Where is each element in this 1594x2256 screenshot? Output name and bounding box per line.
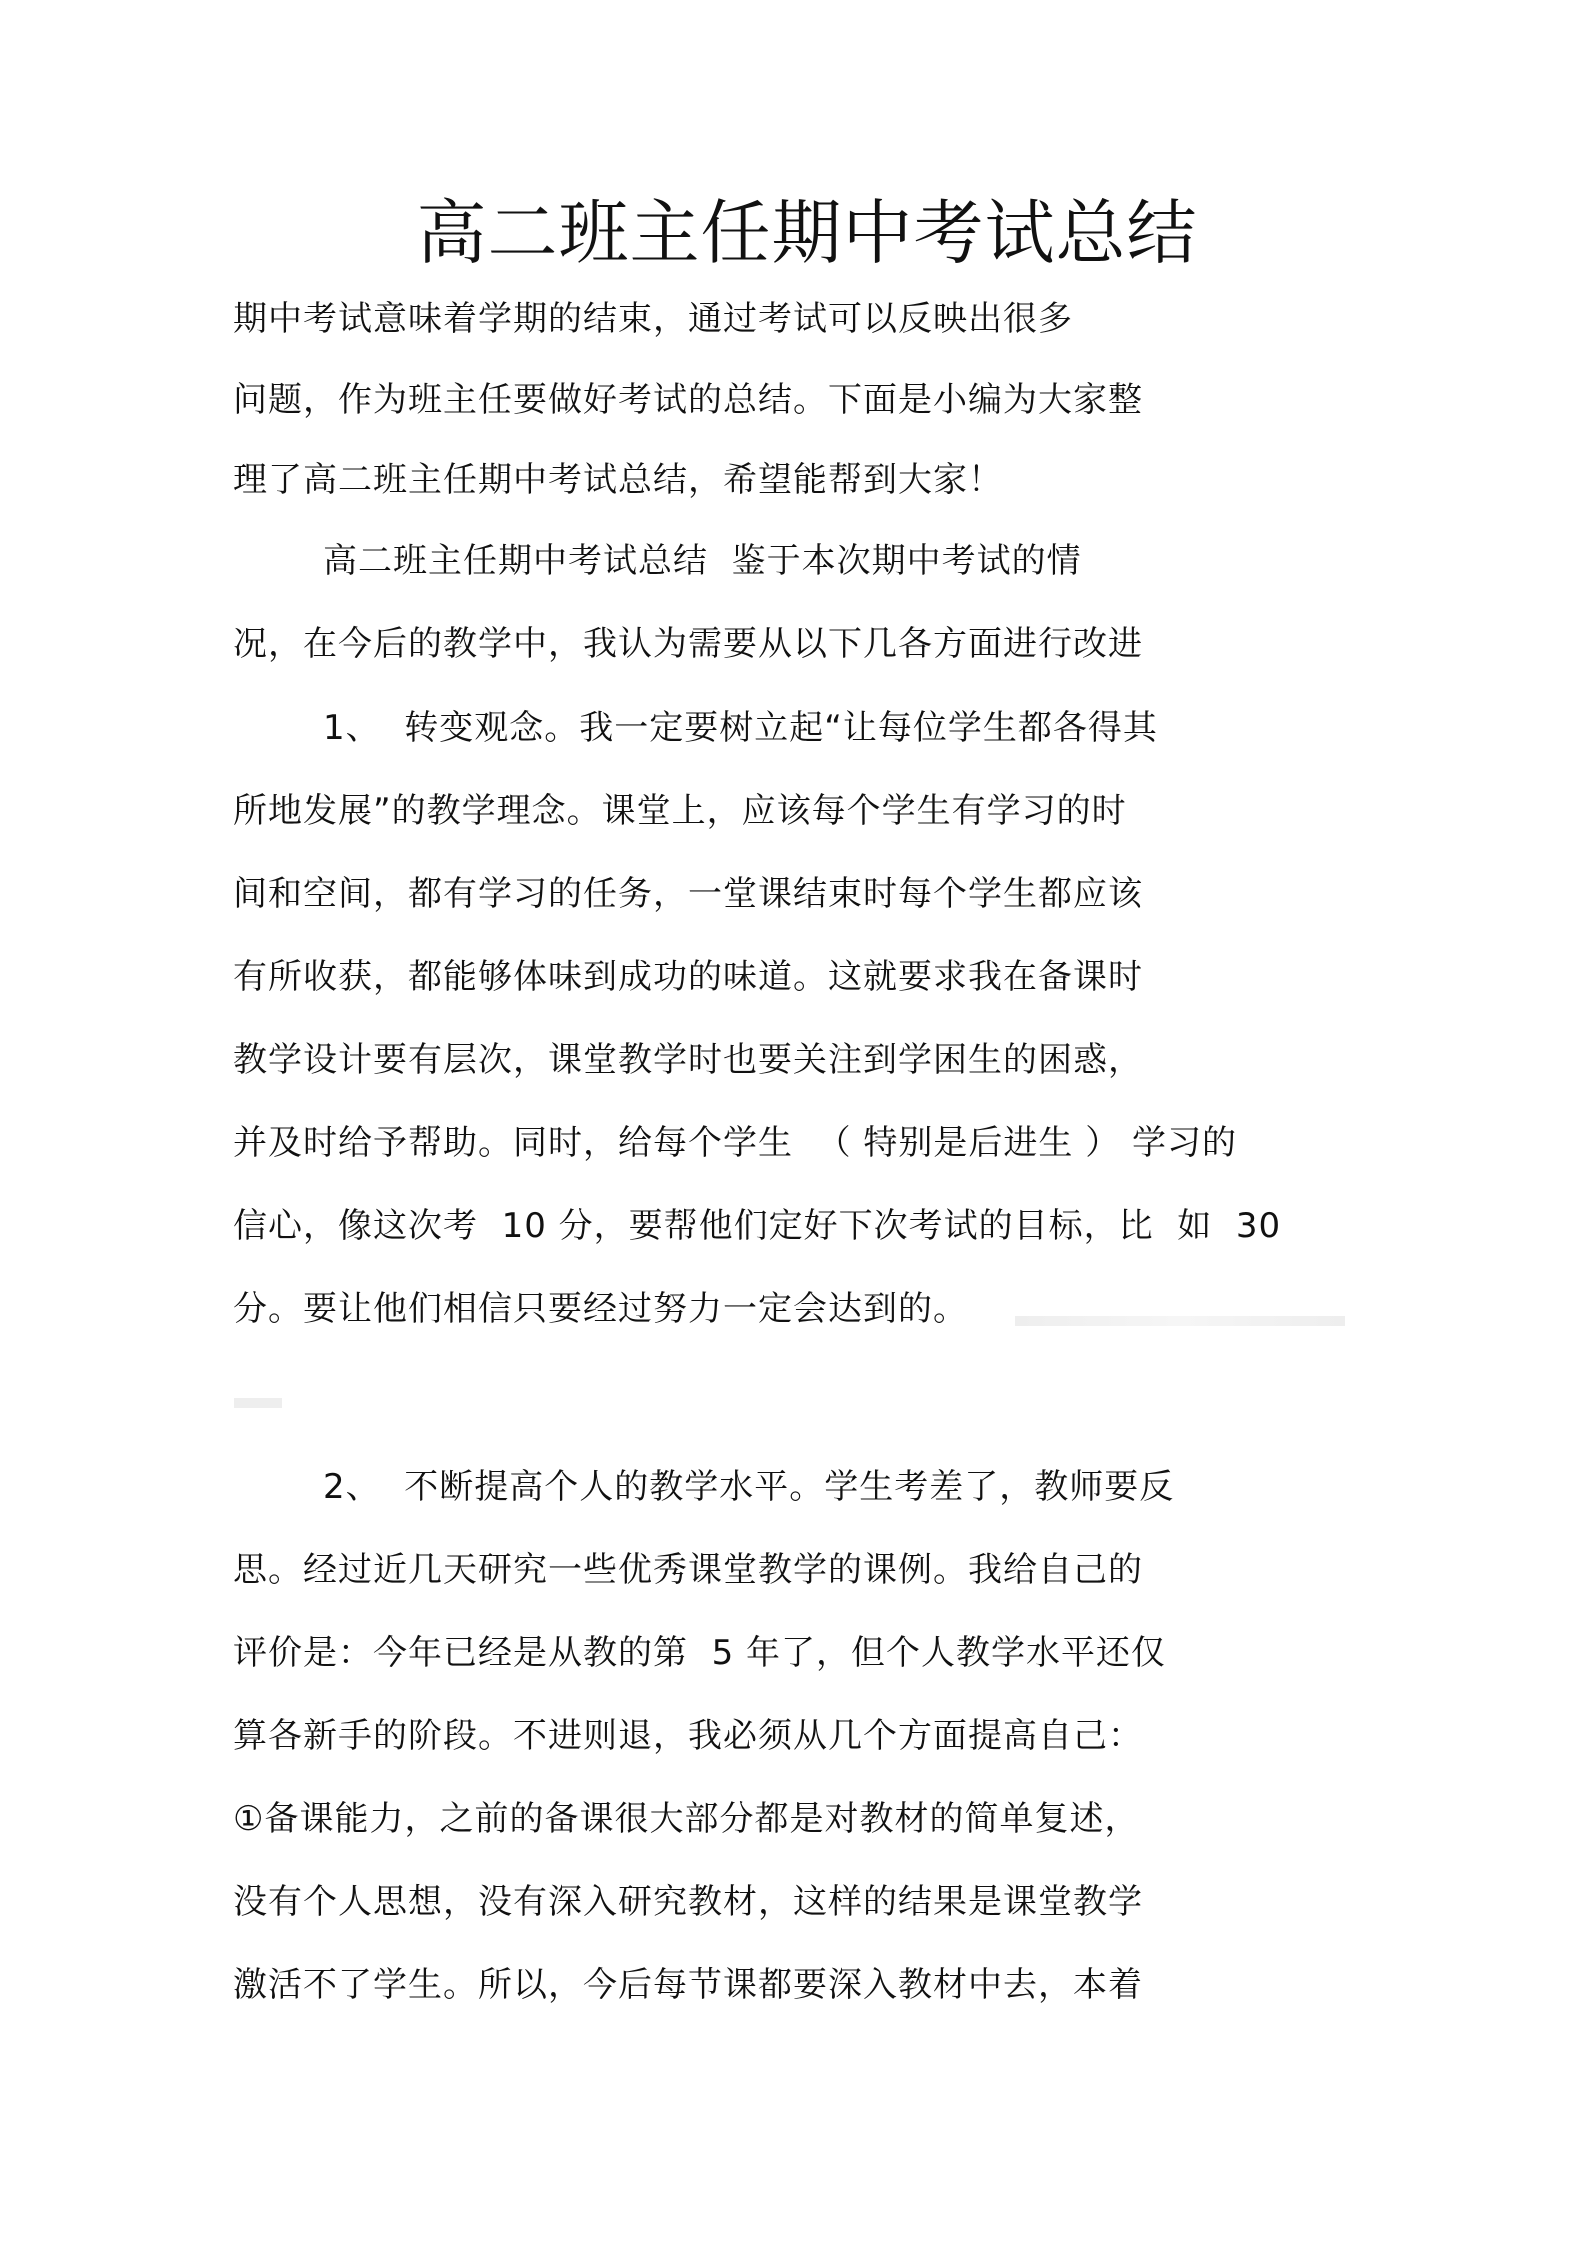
paragraph-line: 况，在今后的教学中，我认为需要从以下几各方面进行改进 [233, 624, 1143, 664]
faint-watermark [1015, 1316, 1345, 1326]
page-title: 高二班主任期中考试总结 [416, 192, 1198, 274]
paragraph-line: 分。要让他们相信只要经过努力一定会达到的。 [233, 1289, 968, 1329]
paragraph-line: 有所收获，都能够体味到成功的味道。这就要求我在备课时 [233, 957, 1143, 997]
paragraph-line: 高二班主任期中考试总结 鉴于本次期中考试的情 [323, 541, 1082, 581]
paragraph-line: 理了高二班主任期中考试总结，希望能帮到大家！ [233, 460, 1003, 500]
paragraph-line: ①备课能力，之前的备课很大部分都是对教材的简单复述， [233, 1799, 1140, 1839]
paragraph-line: 教学设计要有层次，课堂教学时也要关注到学困生的困惑， [233, 1040, 1143, 1080]
paragraph-line: 2、 不断提高个人的教学水平。学生考差了，教师要反 [323, 1467, 1175, 1507]
faint-watermark [234, 1398, 282, 1408]
paragraph-line: 评价是：今年已经是从教的第 5 年了，但个人教学水平还仅 [233, 1633, 1167, 1673]
paragraph-line: 间和空间，都有学习的任务，一堂课结束时每个学生都应该 [233, 874, 1143, 914]
paragraph-line: 问题，作为班主任要做好考试的总结。下面是小编为大家整 [233, 380, 1143, 420]
paragraph-line: 没有个人思想，没有深入研究教材，这样的结果是课堂教学 [233, 1882, 1143, 1922]
paragraph-line: 激活不了学生。所以，今后每节课都要深入教材中去，本着 [233, 1965, 1143, 2005]
paragraph-line: 所地发展”的教学理念。课堂上，应该每个学生有学习的时 [233, 791, 1127, 831]
paragraph-line: 1、 转变观念。我一定要树立起“让每位学生都各得其 [323, 708, 1158, 748]
paragraph-line: 信心，像这次考 10 分，要帮他们定好下次考试的目标，比 如 30 [233, 1206, 1282, 1246]
paragraph-line: 期中考试意味着学期的结束，通过考试可以反映出很多 [233, 299, 1073, 339]
paragraph-line: 算各新手的阶段。不进则退，我必须从几个方面提高自己： [233, 1716, 1143, 1756]
paragraph-line: 思。经过近几天研究一些优秀课堂教学的课例。我给自己的 [233, 1550, 1143, 1590]
paragraph-line: 并及时给予帮助。同时，给每个学生 （ 特别是后进生 ） 学习的 [233, 1123, 1238, 1163]
